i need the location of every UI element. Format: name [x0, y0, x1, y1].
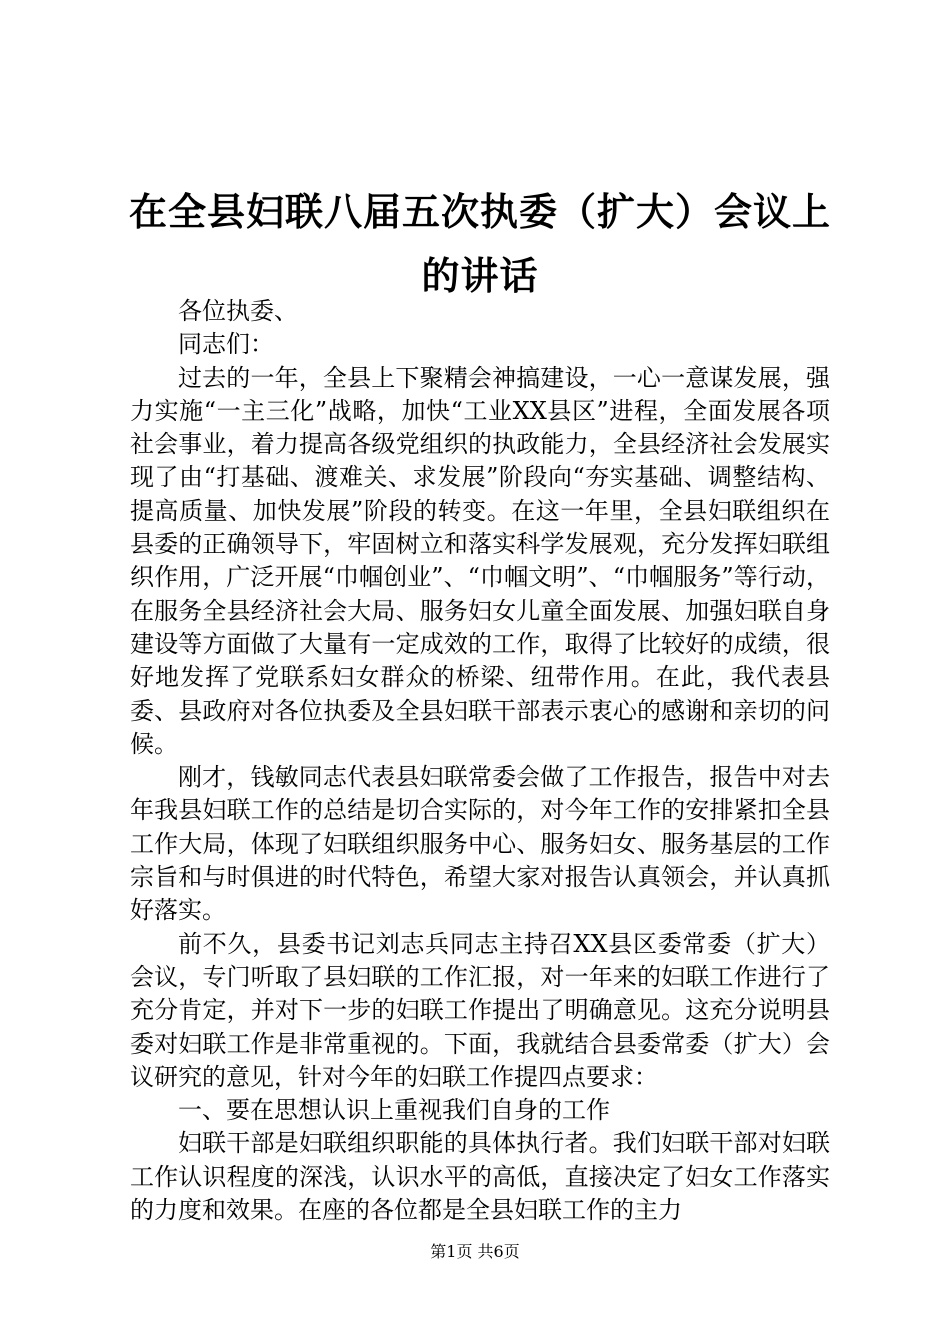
- document-body: [130, 295, 830, 1227]
- page-number: 第1页 共6页: [430, 1242, 520, 1261]
- document-title: 在全县妇联八届五次执委（扩大）会议上的讲话: [128, 189, 831, 298]
- paragraph-report: 刚才，钱敏同志代表县妇联常委会做了工作报告，报告中对去年我县妇联工作的总结是切合实际的，对今年工作的安排紧扣全县工作大局，体现了妇联组织服务中心、服务妇女、服务基层的工作宗旨和与时俱进的时代特色，希望大家对报告认真领会，并认真抓好落实。: [130, 763, 830, 925]
- salutation-line-2: 同志们：: [178, 330, 274, 359]
- paragraph-review: 过去的一年，全县上下聚精会神搞建设，一心一意谋发展，强力实施“一主三化”战略，加快“工业XX县区”进程，全面发展各项社会事业，着力提高各级党组织的执政能力，全县经济社会发展实现了由“打基础、渡难关、求发展”阶段向“夯实基础、调整结构、提高质量、加快发展”阶段的转变。在这一年里，全县妇联组织在县委的正确领导下，牢固树立和落实科学发展观，充分发挥妇联组织作用，广泛开展“巾帼创业”、“巾帼文明”、“巾帼服务”等行动，在服务全县经济社会大局、服务妇女儿童全面发展、加强妇联自身建设等方面做了大量有一定成效的工作，取得了比较好的成绩，很好地发挥了党联系妇女群众的桥梁、纽带作用。在此，我代表县委、县政府对各位执委及全县妇联干部表示衷心的感谢和亲切的问候。: [130, 363, 830, 758]
- salutation-line-1: 各位执委、: [178, 297, 298, 325]
- paragraph-meeting: 前不久，县委书记刘志兵同志主持召XX县区委常委（扩大）会议，专门听取了县妇联的工作汇报，对一年来的妇联工作进行了充分肯定，并对下一步的妇联工作提出了明确意见。这充分说明县委对妇联工作是非常重视的。下面，我就结合县委常委（扩大）会议研究的意见，针对今年的妇联工作提四点要求：: [130, 929, 830, 1091]
- section-heading-1: 一、要在思想认识上重视我们自身的工作: [178, 1096, 610, 1125]
- paragraph-section-1: 妇联干部是妇联组织职能的具体执行者。我们妇联干部对妇联工作认识程度的深浅，认识水平的高低，直接决定了妇女工作落实的力度和效果。在座的各位都是全县妇联工作的主力: [130, 1129, 830, 1225]
